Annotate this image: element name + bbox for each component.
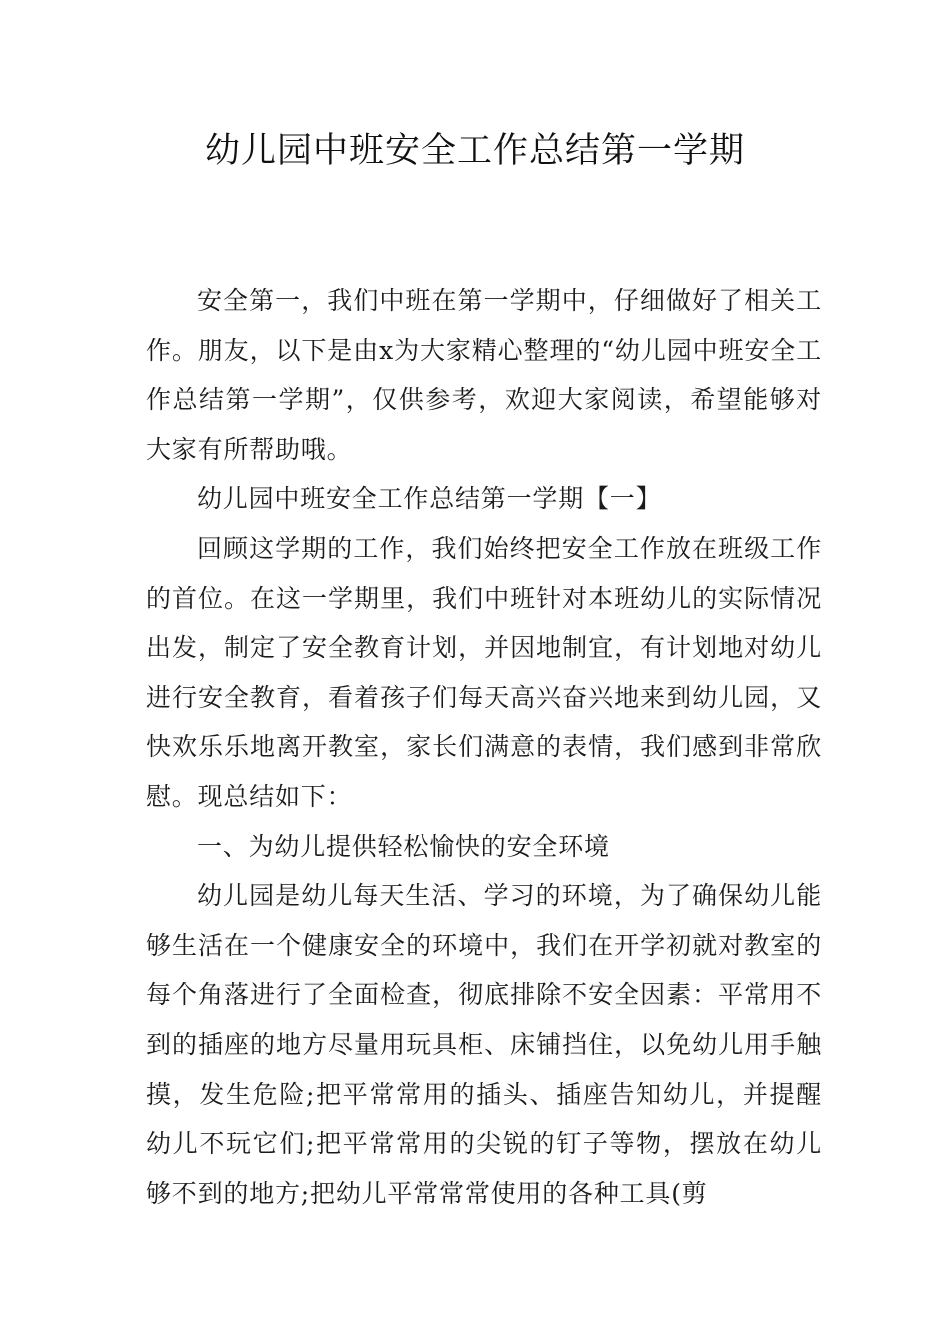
paragraph-environment: 幼儿园是幼儿每天生活、学习的环境，为了确保幼儿能够生活在一个健康安全的环境中，我们在开学初就对教室的每个角落进行了全面检查，彻底排除不安全因素：平常用不到的插座的地方尽量用玩具柜、床铺挡住，以免幼儿用手触摸，发生危险;把平常常用的插头、插座告知幼儿，并提醒幼儿不玩它们;把平常常用的尖锐的钉子等物，摆放在幼儿够不到的地方;把幼儿平常常常使用的各种工具(剪	[146, 881, 822, 1208]
paragraph-intro: 安全第一，我们中班在第一学期中，仔细做好了相关工作。朋友，以下是由x为大家精心整理的“幼儿园中班安全工作总结第一学期”，仅供参考，欢迎大家阅读，希望能够对大家有所帮助哦。	[146, 286, 822, 464]
section-heading-part-one: 幼儿园中班安全工作总结第一学期【一】	[197, 484, 662, 514]
paragraph-review: 回顾这学期的工作，我们始终把安全工作放在班级工作的首位。在这一学期里，我们中班针对本班幼儿的实际情况出发，制定了安全教育计划，并因地制宜，有计划地对幼儿进行安全教育，看着孩子们每天高兴奋兴地来到幼儿园，又快欢乐乐地离开教室，家长们满意的表情，我们感到非常欣慰。现总结如下：	[146, 533, 822, 811]
document-body	[146, 276, 822, 1218]
document-title: 幼儿园中班安全工作总结第一学期	[204, 131, 745, 171]
subheading-safe-environment: 一、为幼儿提供轻松愉快的安全环境	[197, 831, 610, 861]
